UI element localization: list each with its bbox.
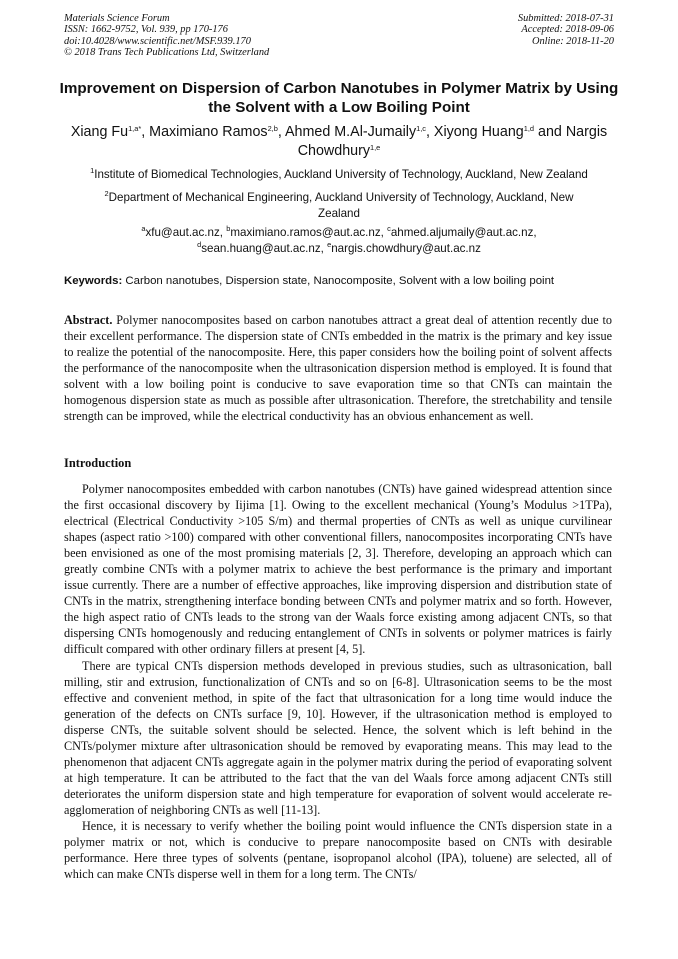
keywords-text: Carbon nanotubes, Dispersion state, Nanocomposite, Solvent with a low boiling point [125,275,555,287]
affiliation-1: $^1$Institute of Biomedical Technologies, Auckland University of Technology, Auckland, New Zealand [90,166,588,181]
abstract-label: Abstract. [64,313,113,327]
author-list: Xiang $Fu^{1,a*}$, Maximiano Ramos$^{2,b}$, Ahmed M.Al-Jumaily$^{1,c}$, Xiyong Huang$^{1,d}$ and Nargis Chowdhury$^{1,e}$ [70,124,608,159]
journal-copyright: © 2018 Trans Tech Publications Ltd, Switzerland [64,47,270,59]
email-link[interactable]: xfu@aut.ac.nz [145,226,220,239]
introduction-body [64,481,612,882]
email-link[interactable]: sean.huang@aut.ac.nz [201,241,321,255]
submission-dates [518,13,614,47]
paragraph: Polymer nanocomposites embedded with carbon nanotubes (CNTs) have gained widespread attention since the first occasional discovery by Iijima [1]. Owing to the excellent mechanical (Young’s Modulus >1TPa), electrical (Electrical Conductivity >105 S/m) and thermal properties of CNTs as well as unique curvilinear shapes (aspect ratio >100) compared with other conventional fillers, nanocomposites incorporating CNTs have been envisioned as one of the most promising materials [2, 3]. Therefore, developing an approach which can greatly combine CNTs with a polymer matrix to achieve the best performance is the primary and important issue currently. There are a number of effective approaches, like improving dispersion and distribution state of CNTs in the matrix, strengthening interface bonding between CNTs and polymer matrix and so forth. However, the high aspect ratio of CNTs leads to the strong van der Waals force existing among adjacent CNTs, so that dispersing CNTs homogenously and reducing entanglement of CNTs in solvents or polymer matrices is fairly difficult compared with other ordinary fillers at present [4, 5]. [64,482,612,657]
email-link[interactable]: ahmed.aljumaily@aut.ac.nz [390,226,534,239]
abstract-text: Polymer nanocomposites based on carbon nanotubes attract a great deal of attention recently due to their excellent performance. The dispersion state of CNTs embedded in the matrix is the primary and key issue to realize the potential of the nanocomposite. Here, this paper considers how the boiling point of solvent affects the performance of the nanocomposite when the ultrasonication dispersion method is employed. It is found that solvent with a low boiling point is conducive to save evaporation time so that CNTs can maintain the homogenous dispersion state as much as possible after ultrasonication. Therefore, the stretchability and tensile strength can be improved, while the electrical conductivity has an obvious enhancement as well. [64,313,612,424]
journal-issn: ISSN: 1662-9752, Vol. 939, pp 170-176 [64,24,228,36]
keywords-label: Keywords: [64,275,123,287]
author: Xiyong Huang$^{1,d}$ [433,124,535,140]
abstract [64,312,612,424]
journal-doi: doi:10.4028/www.scientific.net/MSF.939.170 [64,35,251,47]
paragraph: There are typical CNTs dispersion methods developed in previous studies, such as ultrasonication, ball milling, stir and extrusion, functionalization of CNTs and so on [6-8]. Ultrasonication seems to be the most effective and convenient method, in spite of the fact that ultrasonication for a long time would induce the generation of the defects on CNTs surface [9, 10]. However, if the ultrasonication method is employed to disperse CNTs, the suitable solvent should be selected. Hence, the solvent which is left behind in the CNTs/polymer mixture after ultrasonication should be removed by evaporating means. This may lead to the phenomenon that adjacent CNTs aggregate again in the polymer matrix during the period of evaporating solvent at high temperature. It can be attributed to the fact that the van del Waals force among adjacent CNTs still deteriorates the uniform dispersion state and high temperature for evaporation of solvent would accelerate re-agglomeration of neighboring CNTs as well [11-13]. [64,658,612,817]
keywords [64,275,618,287]
section-heading-introduction: Introduction [64,456,132,470]
date-submitted: Submitted: 2018-07-31 [517,13,614,24]
author: Maximiano Ramos$^{2,b}$ [149,124,278,140]
email-link[interactable]: nargis.chowdhury@aut.ac.nz [331,241,481,255]
date-accepted: Accepted: 2018-09-06 [521,24,614,36]
email-list: $^a$xfu@aut.ac.nz, $^b$maximiano.ramos@aut.ac.nz, $^c$ahmed.aljumaily@aut.ac.nz, $^d$sean.huang@aut.ac.nz, $^e$nargis.chowdhury@aut.ac.nz [141,224,537,255]
journal-info [64,13,269,59]
date-online: Online: 2018-11-20 [531,35,614,47]
author: Nargis Chowdhury$^{1,e}$ [297,124,608,159]
journal-header [64,13,614,63]
author: Xiang $Fu^{1,a*}$ [70,124,142,140]
affiliation-2: $^2$Department of Mechanical Engineering, Auckland University of Technology, Auckland, New Zealand [104,189,574,220]
email-link[interactable]: maximiano.ramos@aut.ac.nz [230,226,381,239]
paragraph: Hence, it is necessary to verify whether the boiling point would influence the CNTs dispersion state in a polymer matrix or not, which is conducive to prepare nanocomposite based on CNTs with desirable performance. Here three types of solvents (pentane, isopropanol alcohol (IPA), toluene) are selected, all of which can make CNTs disperse well in them for a long term. The CNTs/ [64,818,612,882]
journal-name: Materials Science Forum [64,13,170,24]
paper-title: Improvement on Dispersion of Carbon Nanotubes in Polymer Matrix by Using the Solvent with a Low Boiling Point [59,80,619,116]
author: Ahmed M.Al-Jumaily$^{1,c}$ [285,124,426,140]
